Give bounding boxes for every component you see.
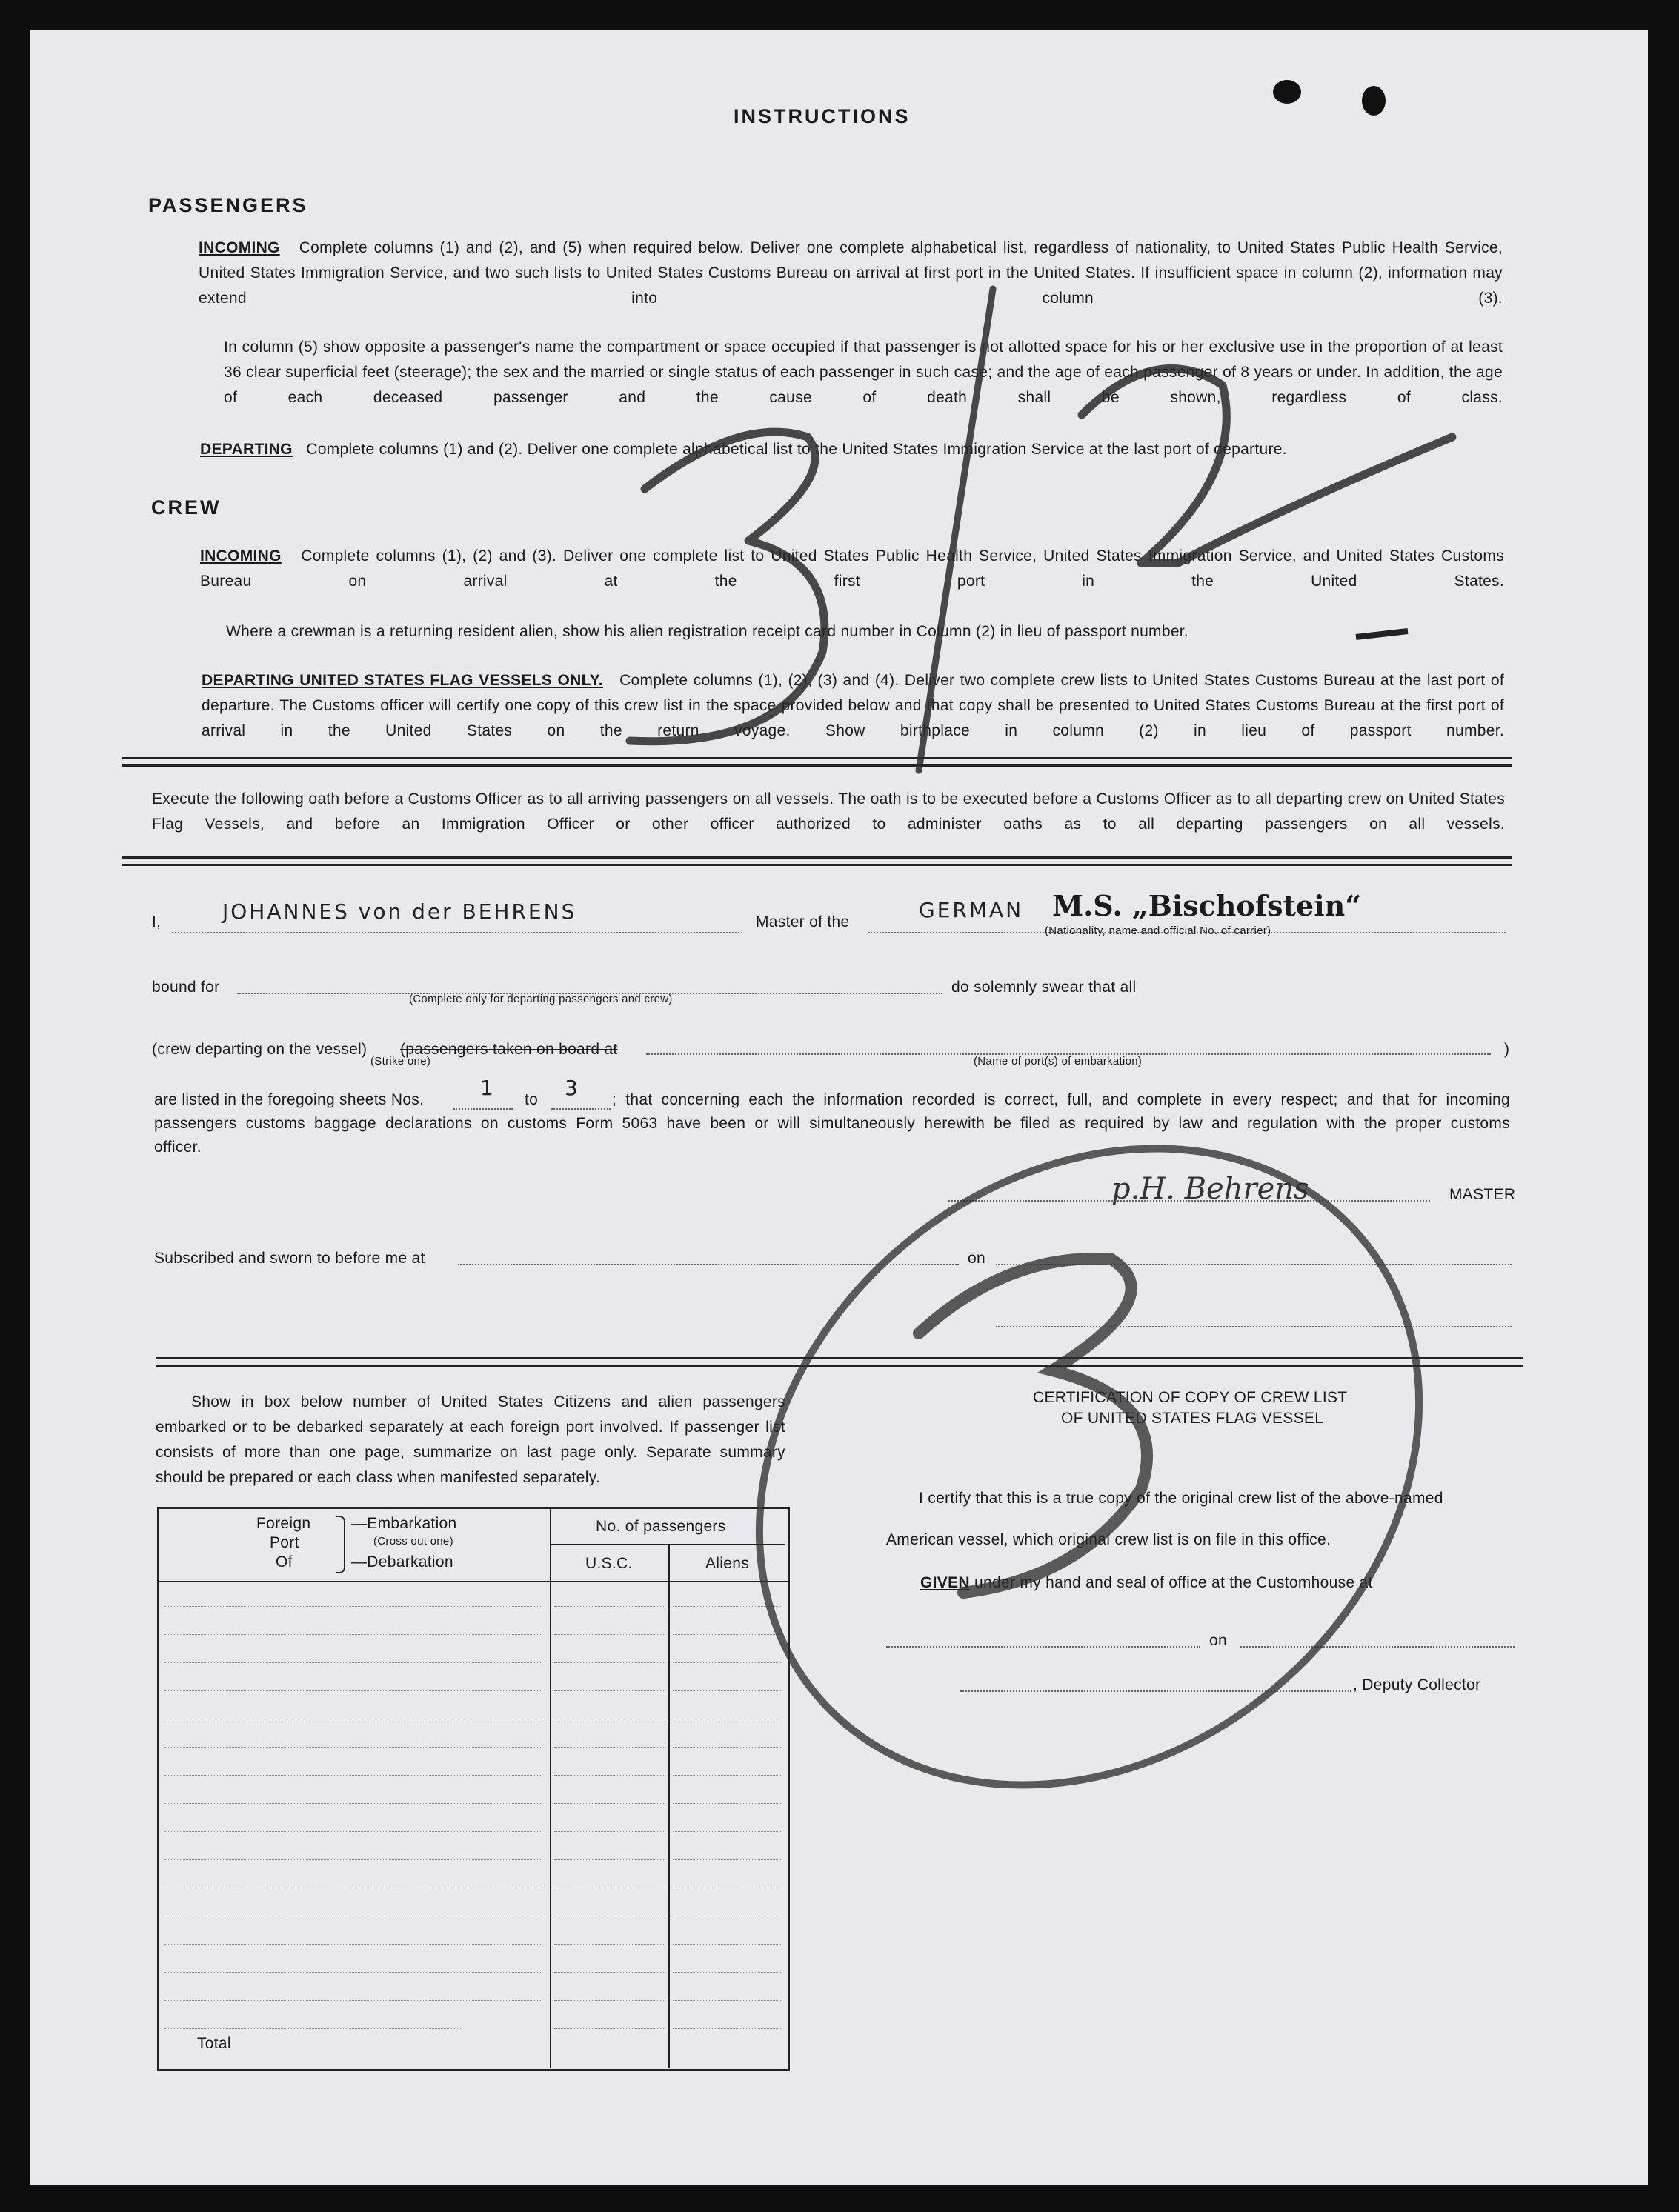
crew-heading: CREW (151, 496, 222, 519)
master-of-label: Master of the (756, 913, 850, 930)
crayon-dash-mark (1356, 631, 1408, 637)
given-text: under my hand and seal of office at the Customhouse at (974, 1574, 1373, 1591)
subscribed-on-label: on (968, 1250, 985, 1267)
passengers-departing-label: DEPARTING (200, 441, 293, 458)
certification-title-2: OF UNITED STATES FLAG VESSEL (1061, 1410, 1324, 1427)
instructions-title: INSTRUCTIONS (734, 105, 911, 127)
crew-departing-text: Complete columns (1), (2), (3) and (4). Deliver two complete crew lists to United States Customs Bureau at the last port of departure. The Customs officer will certify one copy of this crew list in the space provided below and that copy shall be presented to United States Customs Bureau at the first port of arrival in the United States on the return voyage. Show birthplace in column (2) in lieu of passport number. (202, 672, 1505, 739)
crew-incoming-text: Complete columns (1), (2) and (3). Deliver one complete list to United States Public Health Service, United States Immigration Service, and United States Customs Bureau on arrival at the first port in the United States. (200, 547, 1504, 590)
oath-instruction: Execute the following oath before a Customs Officer as to all arriving passengers on all vessels. The oath is to be executed before a Customs Officer as to all departing crew on United States Flag Vessels, and before an Immigration Officer or other officer authorized to administer oaths as to all departing passengers on all vessels. (152, 790, 1505, 833)
sheet-to[interactable]: 3 (565, 1076, 580, 1100)
crew-departing-label: DEPARTING UNITED STATES FLAG VESSELS ONLY. (202, 672, 603, 689)
crew-incoming-label: INCOMING (200, 547, 282, 564)
crayon-circle-3-mark (631, 1017, 1548, 1917)
certify-text-2: American vessel, which original crew list is on file in this office. (886, 1531, 1331, 1548)
passengers-heading: PASSENGERS (148, 194, 308, 216)
bound-for-label: bound for (152, 979, 220, 996)
aliens-label: Aliens (705, 1555, 749, 1572)
no-passengers-label: No. of passengers (596, 1518, 726, 1535)
deputy-collector-label: , Deputy Collector (1353, 1676, 1481, 1693)
debarkation-label: —Debarkation (351, 1553, 453, 1570)
crayon-3-2-mark (630, 289, 1452, 770)
column5-paragraph: In column (5) show opposite a passenger's name the compartment or space occupied if that passenger is not allotted space for his or her exclusive use in the proportion of at least 36 clear superficial feet (steerage); the sex and the married or single status of each passenger in such case; and the age of each passenger of 8 years or under. In addition, the age of each deceased passenger and the cause of death shall be shown, regardless of class. (224, 339, 1503, 406)
vessel-name: M.S. „Bischofstein“ (1052, 889, 1362, 922)
passengers-taken-option: (passengers taken on board at (400, 1041, 618, 1058)
crew-resident-paragraph: Where a crewman is a returning resident alien, show his alien registration receipt card number in Column (2) in lieu of passport number. (226, 623, 1189, 640)
passengers-incoming-label: INCOMING (199, 239, 280, 256)
to-label: to (525, 1091, 539, 1108)
total-label: Total (197, 2035, 231, 2052)
port-label: Port (270, 1534, 299, 1551)
summary-instructions: Show in box below number of United States Citizens and alien passengers embarked or to be debarked separately at each foreign port involved. If passenger list consists of more than one page, summarize on last page only. Separate summary should be prepared or each class when manifested separately. (156, 1393, 785, 1486)
usc-label: U.S.C. (585, 1555, 633, 1572)
port-caption: (Name of port(s) of embarkation) (974, 1055, 1143, 1067)
of-label: Of (276, 1553, 293, 1570)
listed-text-1: ; that concerning each the information recorded is correct, full, and complete in every respect; and that for incoming (612, 1091, 1510, 1108)
bound-for-caption: (Complete only for departing passengers and crew) (409, 993, 673, 1005)
nationality-caption: (Nationality, name and official No. of carrier) (1045, 925, 1271, 937)
cross-out-label: (Cross out one) (373, 1535, 453, 1548)
passengers-departing-text: Complete columns (1) and (2). Deliver one complete alphabetical list to the United States Immigration Service at the last port of departure. (306, 441, 1287, 458)
certification-title-1: CERTIFICATION OF COPY OF CREW LIST (1033, 1389, 1348, 1406)
oath-i-label: I, (152, 913, 162, 930)
nationality[interactable]: GERMAN (919, 898, 1024, 922)
certify-text-1: I certify that this is a true copy of the original crew list of the above-named (919, 1490, 1443, 1507)
listed-text-3: officer. (154, 1139, 202, 1156)
embarkation-label: —Embarkation (351, 1515, 457, 1532)
master-label: MASTER (1449, 1186, 1516, 1203)
master-signature: p.H. Behrens (1111, 1172, 1309, 1206)
foreign-label: Foreign (256, 1515, 311, 1532)
swear-label: do solemnly swear that all (951, 979, 1137, 996)
crew-departing-option: (crew departing on the vessel) (152, 1041, 368, 1058)
certification-on-label: on (1209, 1632, 1227, 1649)
listed-text-2: passengers customs baggage declarations on customs Form 5063 have been or will simultaneously herewith be filed as required by law and regulation with the proper customs (154, 1115, 1510, 1132)
subscribed-label: Subscribed and sworn to before me at (154, 1250, 425, 1267)
master-name[interactable]: JOHANNES von der BEHRENS (222, 899, 577, 924)
strike-caption: (Strike one) (370, 1055, 431, 1067)
listed-label: are listed in the foregoing sheets Nos. (154, 1091, 425, 1108)
given-label: GIVEN (920, 1574, 970, 1591)
close-paren: ) (1504, 1041, 1510, 1058)
passengers-incoming-text: Complete columns (1) and (2), and (5) when required below. Deliver one complete alphabetical list, regardless of nationality, to United States Public Health Service, United States Immigration Service, and two such lists to United States Customs Bureau on arrival at first port in the United States. If insufficient space in column (2), information may extend into column (3). (199, 239, 1503, 307)
sheet-from[interactable]: 1 (480, 1076, 496, 1100)
